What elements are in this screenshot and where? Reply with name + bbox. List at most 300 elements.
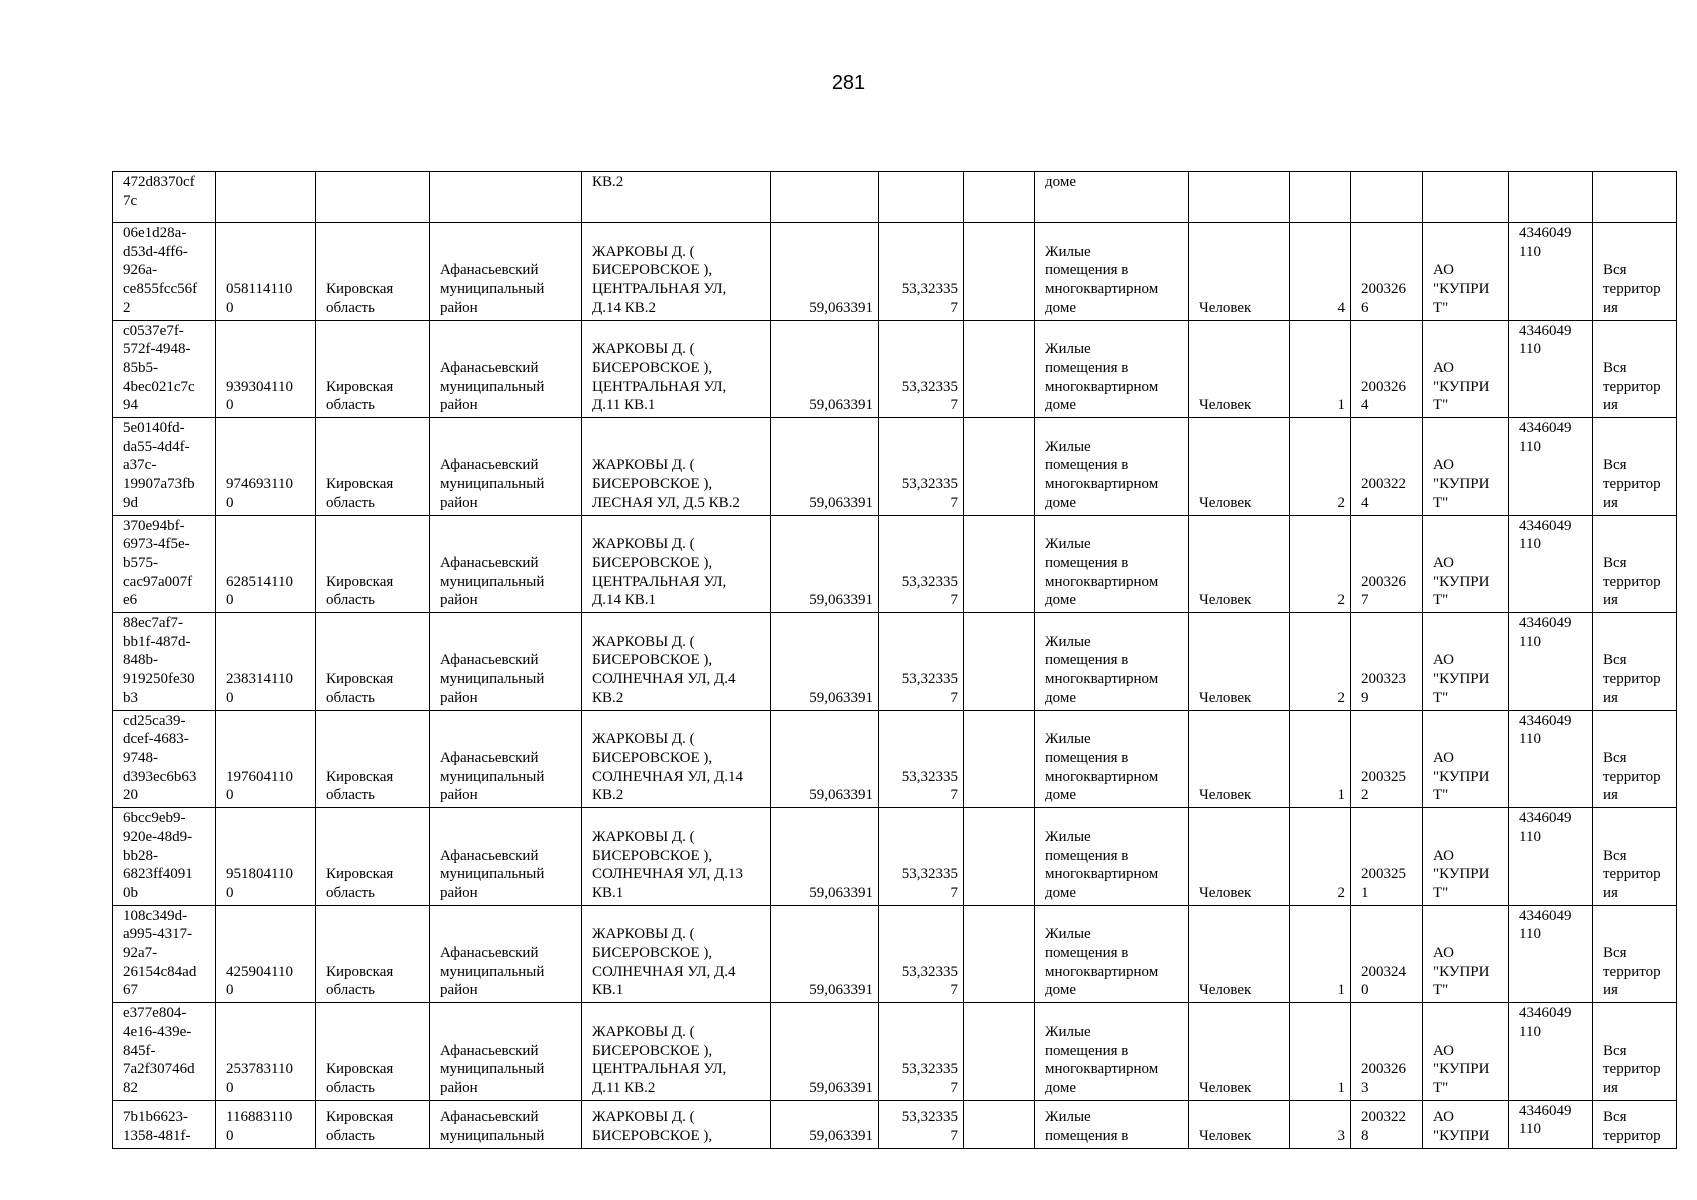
territory-cell xyxy=(1593,172,1677,223)
unit-cell xyxy=(1189,710,1290,808)
cell-line: 2 xyxy=(1337,592,1345,609)
cell-line: Жилые xyxy=(1045,1023,1091,1040)
cell-line: Д.14 КВ.2 xyxy=(592,299,656,316)
district-cell xyxy=(430,710,582,808)
unit-cell xyxy=(1189,1100,1290,1148)
cell-line: Д.11 КВ.1 xyxy=(592,397,656,414)
cell-line: 4 xyxy=(1361,397,1369,414)
longitude-cell xyxy=(879,710,964,808)
cell-line: Жилые xyxy=(1045,536,1091,553)
cell-line: 200325 xyxy=(1361,768,1406,785)
cell-line: 0 xyxy=(226,1127,234,1144)
longitude-cell xyxy=(879,320,964,418)
cell-line: помещения в xyxy=(1045,749,1129,766)
cell-line: 94 xyxy=(123,397,138,414)
cell-line: "КУПРИ xyxy=(1433,866,1490,883)
table-row xyxy=(113,613,1677,711)
region-cell xyxy=(316,320,430,418)
cell-line: 628514110 xyxy=(226,573,293,590)
cell-line: помещения в xyxy=(1045,1042,1129,1059)
cell-line: многоквартирном xyxy=(1045,671,1159,688)
cell-line: cac97a007f xyxy=(123,573,193,590)
district-cell xyxy=(430,1003,582,1101)
cell-line: Жилые xyxy=(1045,438,1091,455)
cell-line: ЖАРКОВЫ Д. ( xyxy=(592,341,695,358)
cell-line: 200325 xyxy=(1361,866,1406,883)
region-cell xyxy=(316,223,430,321)
latitude-cell xyxy=(771,320,879,418)
fias-code-cell xyxy=(216,1003,316,1101)
empty-column-cell xyxy=(964,808,1035,906)
cell-line: Кировская xyxy=(326,866,394,883)
cell-line: Кировская xyxy=(326,963,394,980)
latitude-cell xyxy=(771,808,879,906)
cell-line: БИСЕРОВСКОЕ ), xyxy=(592,945,713,962)
cell-line: 1 xyxy=(1337,397,1345,414)
table-row xyxy=(113,905,1677,1003)
organization-cell xyxy=(1423,320,1509,418)
cell-line: 845f- xyxy=(123,1042,156,1059)
code-cell xyxy=(1351,905,1423,1003)
territory-cell xyxy=(1593,905,1677,1003)
cell-line: БИСЕРОВСКОЕ ), xyxy=(592,652,713,669)
cell-line: 110 xyxy=(1519,633,1541,650)
cell-line: многоквартирном xyxy=(1045,866,1159,883)
cell-line: многоквартирном xyxy=(1045,476,1159,493)
unit-cell xyxy=(1189,320,1290,418)
cell-line: 7 xyxy=(950,1079,958,1096)
cell-line: 53,32335 xyxy=(901,378,958,395)
premises-type-cell xyxy=(1035,1003,1189,1101)
cell-line: район xyxy=(440,884,478,901)
inn-cell xyxy=(1509,905,1593,1003)
cell-line: ЛЕСНАЯ УЛ, Д.5 КВ.2 xyxy=(592,494,740,511)
cell-line: АО xyxy=(1433,1042,1454,1059)
table-row xyxy=(113,418,1677,516)
registry-table xyxy=(112,171,1677,1149)
cell-line: СОЛНЕЧНАЯ УЛ, Д.13 xyxy=(592,866,744,883)
cell-line: 4346049 xyxy=(1519,420,1572,437)
territory-cell xyxy=(1593,320,1677,418)
cell-line: 5e0140fd- xyxy=(123,420,185,437)
cell-line: область xyxy=(326,397,375,414)
record-id-cell xyxy=(113,808,216,906)
address-cell xyxy=(582,172,771,223)
cell-line: КВ.1 xyxy=(592,982,624,999)
cell-line: Т" xyxy=(1433,397,1449,414)
latitude-cell xyxy=(771,172,879,223)
quantity-cell xyxy=(1290,172,1351,223)
code-cell xyxy=(1351,320,1423,418)
cell-line: 0 xyxy=(226,1079,234,1096)
cell-line: Жилые xyxy=(1045,1109,1091,1126)
cell-line: АО xyxy=(1433,262,1454,279)
cell-line: 7 xyxy=(950,689,958,706)
inn-cell xyxy=(1509,1100,1593,1148)
cell-line: Вся xyxy=(1603,554,1627,571)
quantity-cell xyxy=(1290,808,1351,906)
cell-line: муниципальный xyxy=(440,1061,545,1078)
cell-line: Человек xyxy=(1199,787,1252,804)
cell-line: муниципальный xyxy=(440,281,545,298)
organization-cell xyxy=(1423,905,1509,1003)
cell-line: Афанасьевский xyxy=(440,652,539,669)
cell-line: 0 xyxy=(226,397,234,414)
cell-line: Вся xyxy=(1603,749,1627,766)
cell-line: ЖАРКОВЫ Д. ( xyxy=(592,926,695,943)
region-cell xyxy=(316,710,430,808)
organization-cell xyxy=(1423,1100,1509,1148)
cell-line: Афанасьевский xyxy=(440,749,539,766)
longitude-cell xyxy=(879,905,964,1003)
longitude-cell xyxy=(879,172,964,223)
cell-line: Вся xyxy=(1603,457,1627,474)
cell-line: многоквартирном xyxy=(1045,281,1159,298)
cell-line: область xyxy=(326,982,375,999)
empty-column-cell xyxy=(964,418,1035,516)
cell-line: 110 xyxy=(1519,341,1541,358)
cell-line: "КУПРИ xyxy=(1433,281,1490,298)
cell-line: СОЛНЕЧНАЯ УЛ, Д.4 xyxy=(592,963,736,980)
cell-line: ия xyxy=(1603,982,1618,999)
latitude-cell xyxy=(771,223,879,321)
territory-cell xyxy=(1593,223,1677,321)
premises-type-cell xyxy=(1035,905,1189,1003)
cell-line: 7 xyxy=(950,299,958,316)
cell-line: Человек xyxy=(1199,1079,1252,1096)
cell-line: территор xyxy=(1603,1127,1661,1144)
cell-line: АО xyxy=(1433,847,1454,864)
quantity-cell xyxy=(1290,710,1351,808)
cell-line: ия xyxy=(1603,884,1618,901)
cell-line: муниципальный xyxy=(440,963,545,980)
longitude-cell xyxy=(879,613,964,711)
cell-line: 59,063391 xyxy=(809,982,873,999)
cell-line: ce855fcc56f xyxy=(123,281,198,298)
cell-line: 59,063391 xyxy=(809,1127,873,1144)
organization-cell xyxy=(1423,808,1509,906)
premises-type-cell xyxy=(1035,320,1189,418)
cell-line: Т" xyxy=(1433,592,1449,609)
cell-line: 19907a73fb xyxy=(123,476,195,493)
cell-line: многоквартирном xyxy=(1045,378,1159,395)
cell-line: АО xyxy=(1433,457,1454,474)
cell-line: доме xyxy=(1045,174,1076,190)
table-row xyxy=(113,1003,1677,1101)
cell-line: Афанасьевский xyxy=(440,262,539,279)
cell-line: область xyxy=(326,592,375,609)
cell-line: Человек xyxy=(1199,397,1252,414)
cell-line: da55-4d4f- xyxy=(123,438,190,455)
cell-line: Т" xyxy=(1433,884,1449,901)
cell-line: 6973-4f5e- xyxy=(123,536,190,553)
cell-line: Т" xyxy=(1433,982,1449,999)
cell-line: 4e16-439e- xyxy=(123,1023,192,1040)
cell-line: ия xyxy=(1603,689,1618,706)
quantity-cell xyxy=(1290,223,1351,321)
cell-line: Кировская xyxy=(326,671,394,688)
region-cell xyxy=(316,613,430,711)
cell-line: 4346049 xyxy=(1519,712,1572,729)
cell-line: b575- xyxy=(123,554,158,571)
cell-line: 0 xyxy=(1361,982,1369,999)
cell-line: ЖАРКОВЫ Д. ( xyxy=(592,1023,695,1040)
cell-line: 919250fe30 xyxy=(123,671,195,688)
cell-line: БИСЕРОВСКОЕ ), xyxy=(592,749,713,766)
empty-column-cell xyxy=(964,172,1035,223)
cell-line: 110 xyxy=(1519,1121,1541,1138)
region-cell xyxy=(316,172,430,223)
cell-line: АО xyxy=(1433,945,1454,962)
code-cell xyxy=(1351,418,1423,516)
cell-line: 0 xyxy=(226,884,234,901)
fias-code-cell xyxy=(216,905,316,1003)
cell-line: 7 xyxy=(950,884,958,901)
cell-line: dcef-4683- xyxy=(123,731,189,748)
cell-line: 92a7- xyxy=(123,945,158,962)
district-cell xyxy=(430,1100,582,1148)
latitude-cell xyxy=(771,1100,879,1148)
cell-line: 4346049 xyxy=(1519,907,1572,924)
cell-line: Афанасьевский xyxy=(440,945,539,962)
cell-line: 0 xyxy=(226,299,234,316)
cell-line: доме xyxy=(1045,592,1076,609)
address-cell xyxy=(582,710,771,808)
cell-line: Жилые xyxy=(1045,243,1091,260)
cell-line: 848b- xyxy=(123,652,158,669)
cell-line: Жилые xyxy=(1045,633,1091,650)
cell-line: ия xyxy=(1603,787,1618,804)
cell-line: Кировская xyxy=(326,573,394,590)
cell-line: 3 xyxy=(1337,1127,1345,1144)
cell-line: 59,063391 xyxy=(809,397,873,414)
empty-column-cell xyxy=(964,710,1035,808)
cell-line: 200324 xyxy=(1361,963,1406,980)
cell-line: Вся xyxy=(1603,945,1627,962)
latitude-cell xyxy=(771,418,879,516)
cell-line: 2 xyxy=(1361,787,1369,804)
cell-line: 85b5- xyxy=(123,359,158,376)
latitude-cell xyxy=(771,710,879,808)
cell-line: доме xyxy=(1045,494,1076,511)
cell-line: 200326 xyxy=(1361,573,1406,590)
cell-line: район xyxy=(440,787,478,804)
cell-line: ия xyxy=(1603,1079,1618,1096)
table-row xyxy=(113,515,1677,613)
cell-line: 4346049 xyxy=(1519,810,1572,827)
cell-line: доме xyxy=(1045,397,1076,414)
cell-line: 110 xyxy=(1519,243,1541,260)
cell-line: bb1f-487d- xyxy=(123,633,191,650)
quantity-cell xyxy=(1290,515,1351,613)
unit-cell xyxy=(1189,172,1290,223)
longitude-cell xyxy=(879,1003,964,1101)
cell-line: 200322 xyxy=(1361,476,1406,493)
cell-line: 1 xyxy=(1337,787,1345,804)
cell-line: район xyxy=(440,982,478,999)
address-cell xyxy=(582,613,771,711)
cell-line: b3 xyxy=(123,689,138,706)
cell-line: 110 xyxy=(1519,926,1541,943)
code-cell xyxy=(1351,1003,1423,1101)
inn-cell xyxy=(1509,710,1593,808)
cell-line: Афанасьевский xyxy=(440,457,539,474)
cell-line: 110 xyxy=(1519,536,1541,553)
cell-line: Кировская xyxy=(326,476,394,493)
cell-line: 951804110 xyxy=(226,866,293,883)
cell-line: Жилые xyxy=(1045,731,1091,748)
district-cell xyxy=(430,808,582,906)
record-id-cell xyxy=(113,1003,216,1101)
cell-line: 53,32335 xyxy=(901,476,958,493)
cell-line: 110 xyxy=(1519,1023,1541,1040)
cell-line: 6823ff4091 xyxy=(123,866,193,883)
unit-cell xyxy=(1189,808,1290,906)
cell-line: "КУПРИ xyxy=(1433,1127,1490,1144)
district-cell xyxy=(430,905,582,1003)
cell-line: cd25ca39- xyxy=(123,712,186,729)
address-cell xyxy=(582,1003,771,1101)
cell-line: Кировская xyxy=(326,1109,394,1126)
cell-line: 200326 xyxy=(1361,378,1406,395)
cell-line: муниципальный xyxy=(440,1127,545,1144)
cell-line: помещения в xyxy=(1045,945,1129,962)
cell-line: 1 xyxy=(1361,884,1369,901)
cell-line: 2 xyxy=(123,299,131,316)
cell-line: 88ec7af7- xyxy=(123,615,183,632)
address-cell xyxy=(582,1100,771,1148)
fias-code-cell xyxy=(216,320,316,418)
cell-line: 939304110 xyxy=(226,378,293,395)
cell-line: 926a- xyxy=(123,262,158,279)
cell-line: доме xyxy=(1045,982,1076,999)
record-id-cell xyxy=(113,613,216,711)
cell-line: Т" xyxy=(1433,299,1449,316)
cell-line: 7 xyxy=(950,592,958,609)
cell-line: 200323 xyxy=(1361,671,1406,688)
empty-column-cell xyxy=(964,905,1035,1003)
cell-line: доме xyxy=(1045,689,1076,706)
cell-line: 53,32335 xyxy=(901,1109,958,1126)
cell-line: 7 xyxy=(950,787,958,804)
cell-line: 59,063391 xyxy=(809,689,873,706)
cell-line: муниципальный xyxy=(440,768,545,785)
cell-line: ЖАРКОВЫ Д. ( xyxy=(592,828,695,845)
territory-cell xyxy=(1593,613,1677,711)
empty-column-cell xyxy=(964,320,1035,418)
cell-line: 59,063391 xyxy=(809,494,873,511)
fias-code-cell xyxy=(216,515,316,613)
cell-line: Кировская xyxy=(326,281,394,298)
cell-line: 53,32335 xyxy=(901,768,958,785)
cell-line: территор xyxy=(1603,866,1661,883)
quantity-cell xyxy=(1290,1003,1351,1101)
cell-line: 110 xyxy=(1519,828,1541,845)
quantity-cell xyxy=(1290,1100,1351,1148)
region-cell xyxy=(316,808,430,906)
empty-column-cell xyxy=(964,1100,1035,1148)
record-id-cell xyxy=(113,418,216,516)
cell-line: 4 xyxy=(1361,494,1369,511)
cell-line: a37c- xyxy=(123,457,157,474)
address-cell xyxy=(582,515,771,613)
fias-code-cell xyxy=(216,1100,316,1148)
cell-line: доме xyxy=(1045,299,1076,316)
cell-line: помещения в xyxy=(1045,457,1129,474)
cell-line: Афанасьевский xyxy=(440,359,539,376)
longitude-cell xyxy=(879,808,964,906)
cell-line: ия xyxy=(1603,494,1618,511)
cell-line: территор xyxy=(1603,378,1661,395)
organization-cell xyxy=(1423,172,1509,223)
cell-line: 7 xyxy=(950,397,958,414)
cell-line: область xyxy=(326,494,375,511)
cell-line: 110 xyxy=(1519,731,1541,748)
inn-cell xyxy=(1509,418,1593,516)
cell-line: многоквартирном xyxy=(1045,963,1159,980)
table-row xyxy=(113,710,1677,808)
cell-line: область xyxy=(326,884,375,901)
cell-line: Т" xyxy=(1433,494,1449,511)
cell-line: Т" xyxy=(1433,689,1449,706)
cell-line: 53,32335 xyxy=(901,866,958,883)
cell-line: район xyxy=(440,299,478,316)
cell-line: доме xyxy=(1045,1079,1076,1096)
cell-line: 59,063391 xyxy=(809,787,873,804)
cell-line: 572f-4948- xyxy=(123,341,191,358)
inn-cell xyxy=(1509,172,1593,223)
fias-code-cell xyxy=(216,172,316,223)
cell-line: Д.14 КВ.1 xyxy=(592,592,656,609)
cell-line: "КУПРИ xyxy=(1433,1061,1490,1078)
cell-line: Вся xyxy=(1603,1042,1627,1059)
cell-line: Афанасьевский xyxy=(440,554,539,571)
cell-line: БИСЕРОВСКОЕ ), xyxy=(592,1127,713,1144)
cell-line: 3 xyxy=(1361,1079,1369,1096)
premises-type-cell xyxy=(1035,223,1189,321)
address-cell xyxy=(582,223,771,321)
cell-line: "КУПРИ xyxy=(1433,963,1490,980)
cell-line: 1358-481f- xyxy=(123,1127,191,1144)
cell-line: многоквартирном xyxy=(1045,573,1159,590)
premises-type-cell xyxy=(1035,808,1189,906)
address-cell xyxy=(582,320,771,418)
cell-line: 0 xyxy=(226,592,234,609)
inn-cell xyxy=(1509,1003,1593,1101)
quantity-cell xyxy=(1290,320,1351,418)
fias-code-cell xyxy=(216,808,316,906)
cell-line: 9 xyxy=(1361,689,1369,706)
cell-line: bb28- xyxy=(123,847,158,864)
table-row xyxy=(113,223,1677,321)
cell-line: 53,32335 xyxy=(901,281,958,298)
record-id-cell xyxy=(113,905,216,1003)
district-cell xyxy=(430,418,582,516)
cell-line: 2 xyxy=(1337,884,1345,901)
territory-cell xyxy=(1593,418,1677,516)
table-row xyxy=(113,1100,1677,1148)
cell-line: 4 xyxy=(1337,299,1345,316)
territory-cell xyxy=(1593,1003,1677,1101)
cell-line: помещения в xyxy=(1045,847,1129,864)
cell-line: 238314110 xyxy=(226,671,293,688)
cell-line: "КУПРИ xyxy=(1433,476,1490,493)
cell-line: КВ.2 xyxy=(592,689,624,706)
region-cell xyxy=(316,1003,430,1101)
cell-line: 4346049 xyxy=(1519,1005,1572,1022)
cell-line: 7a2f30746d xyxy=(123,1061,195,1078)
longitude-cell xyxy=(879,1100,964,1148)
